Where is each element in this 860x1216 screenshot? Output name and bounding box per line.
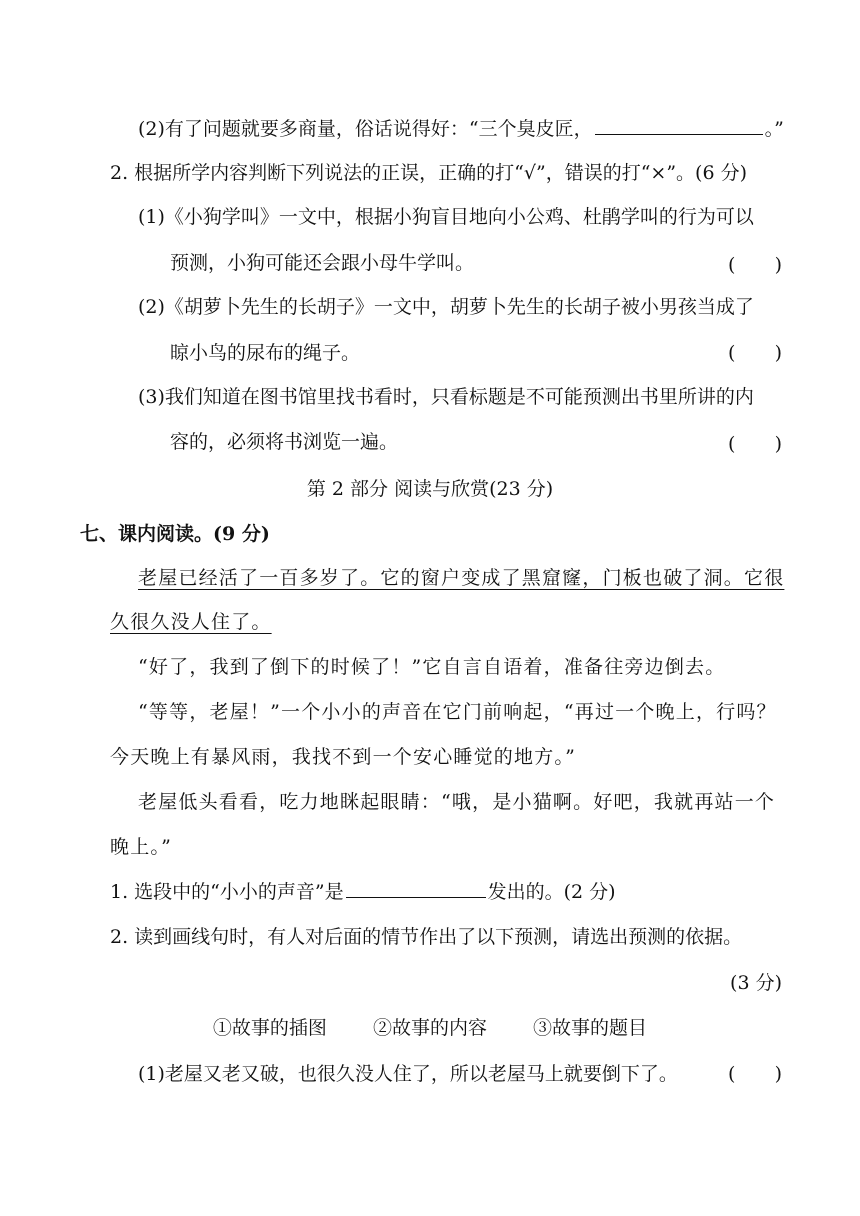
question-1-prefix: 1. 选段中的“小小的声音”是 bbox=[110, 881, 344, 903]
question-1-suffix: 发出的。(2 分) bbox=[487, 881, 616, 903]
paren-open: ( bbox=[728, 342, 736, 364]
proverb-prefix: (2)有了问题就要多商量，俗话说得好：“三个臭皮匠， bbox=[138, 118, 593, 140]
passage-paragraph-3-line2: 今天晚上有暴风雨，我找不到一个安心睡觉的地方。” bbox=[110, 746, 577, 768]
paren-open: ( bbox=[728, 1063, 736, 1085]
reading-question-2-item-1-answer[interactable] bbox=[728, 1061, 782, 1087]
reading-question-2-stem: 2. 读到画线句时，有人对后面的情节作出了以下预测，请选出预测的依据。 bbox=[110, 926, 743, 948]
reading-question-2-score: (3 分) bbox=[730, 972, 782, 994]
judge-item-3-answer[interactable] bbox=[728, 431, 782, 457]
paren-close: ) bbox=[774, 342, 782, 364]
judge-item-2-line2: 晾小鸟的尿布的绳子。 bbox=[170, 342, 361, 364]
judge-item-2-line1: (2)《胡萝卜先生的长胡子》一文中，胡萝卜先生的长胡子被小男孩当成了 bbox=[138, 296, 754, 318]
passage-paragraph-2: “好了，我到了倒下的时候了！”它自言自语着，准备往旁边倒去。 bbox=[138, 656, 726, 678]
judge-item-1-line1: (1)《小狗学叫》一文中，根据小狗盲目地向小公鸡、杜鹃学叫的行为可以 bbox=[138, 206, 754, 228]
passage-underlined-line2: 久很久没人住了。 bbox=[110, 611, 272, 633]
part-title: 第 2 部分 阅读与欣赏(23 分) bbox=[306, 478, 554, 500]
judge-question-stem: 2. 根据所学内容判断下列说法的正误，正确的打“√”，错误的打“×”。(6 分) bbox=[110, 162, 748, 184]
question-1-blank[interactable] bbox=[346, 879, 486, 898]
passage-paragraph-4-line1: 老屋低头看看，吃力地眯起眼睛：“哦，是小猫啊。好吧，我就再站一个 bbox=[138, 791, 776, 813]
passage-underlined-line1: 老屋已经活了一百多岁了。它的窗户变成了黑窟窿，门板也破了洞。它很 bbox=[138, 567, 785, 589]
paren-close: ) bbox=[774, 254, 782, 276]
option-content: ②故事的内容 bbox=[372, 1017, 487, 1039]
judge-item-2-answer[interactable] bbox=[728, 340, 782, 366]
judge-item-1-line2: 预测，小狗可能还会跟小母牛学叫。 bbox=[170, 252, 475, 274]
proverb-blank[interactable] bbox=[595, 116, 763, 135]
proverb-question bbox=[138, 116, 784, 142]
reading-question-2-item-1: (1)老屋又老又破，也很久没人住了，所以老屋马上就要倒下了。 bbox=[138, 1063, 678, 1085]
proverb-suffix: 。” bbox=[764, 118, 784, 140]
paren-open: ( bbox=[728, 254, 736, 276]
section-heading: 七、课内阅读。(9 分) bbox=[80, 523, 270, 545]
reading-question-1 bbox=[110, 879, 616, 905]
option-title: ③故事的题目 bbox=[533, 1017, 648, 1039]
paren-close: ) bbox=[774, 1063, 782, 1085]
judge-item-3-line2: 容的，必须将书浏览一遍。 bbox=[170, 431, 399, 453]
judge-item-3-line1: (3)我们知道在图书馆里找书看时，只看标题是不可能预测出书里所讲的内 bbox=[138, 386, 754, 408]
options-row bbox=[0, 1015, 860, 1041]
option-illustration: ①故事的插图 bbox=[212, 1017, 327, 1039]
passage-paragraph-4-line2: 晚上。” bbox=[110, 836, 173, 858]
passage-paragraph-3-line1: “等等，老屋！”一个小小的声音在它门前响起，“再过一个晚上，行吗？ bbox=[138, 701, 777, 723]
paren-close: ) bbox=[774, 433, 782, 455]
judge-item-1-answer[interactable] bbox=[728, 252, 782, 278]
paren-open: ( bbox=[728, 433, 736, 455]
